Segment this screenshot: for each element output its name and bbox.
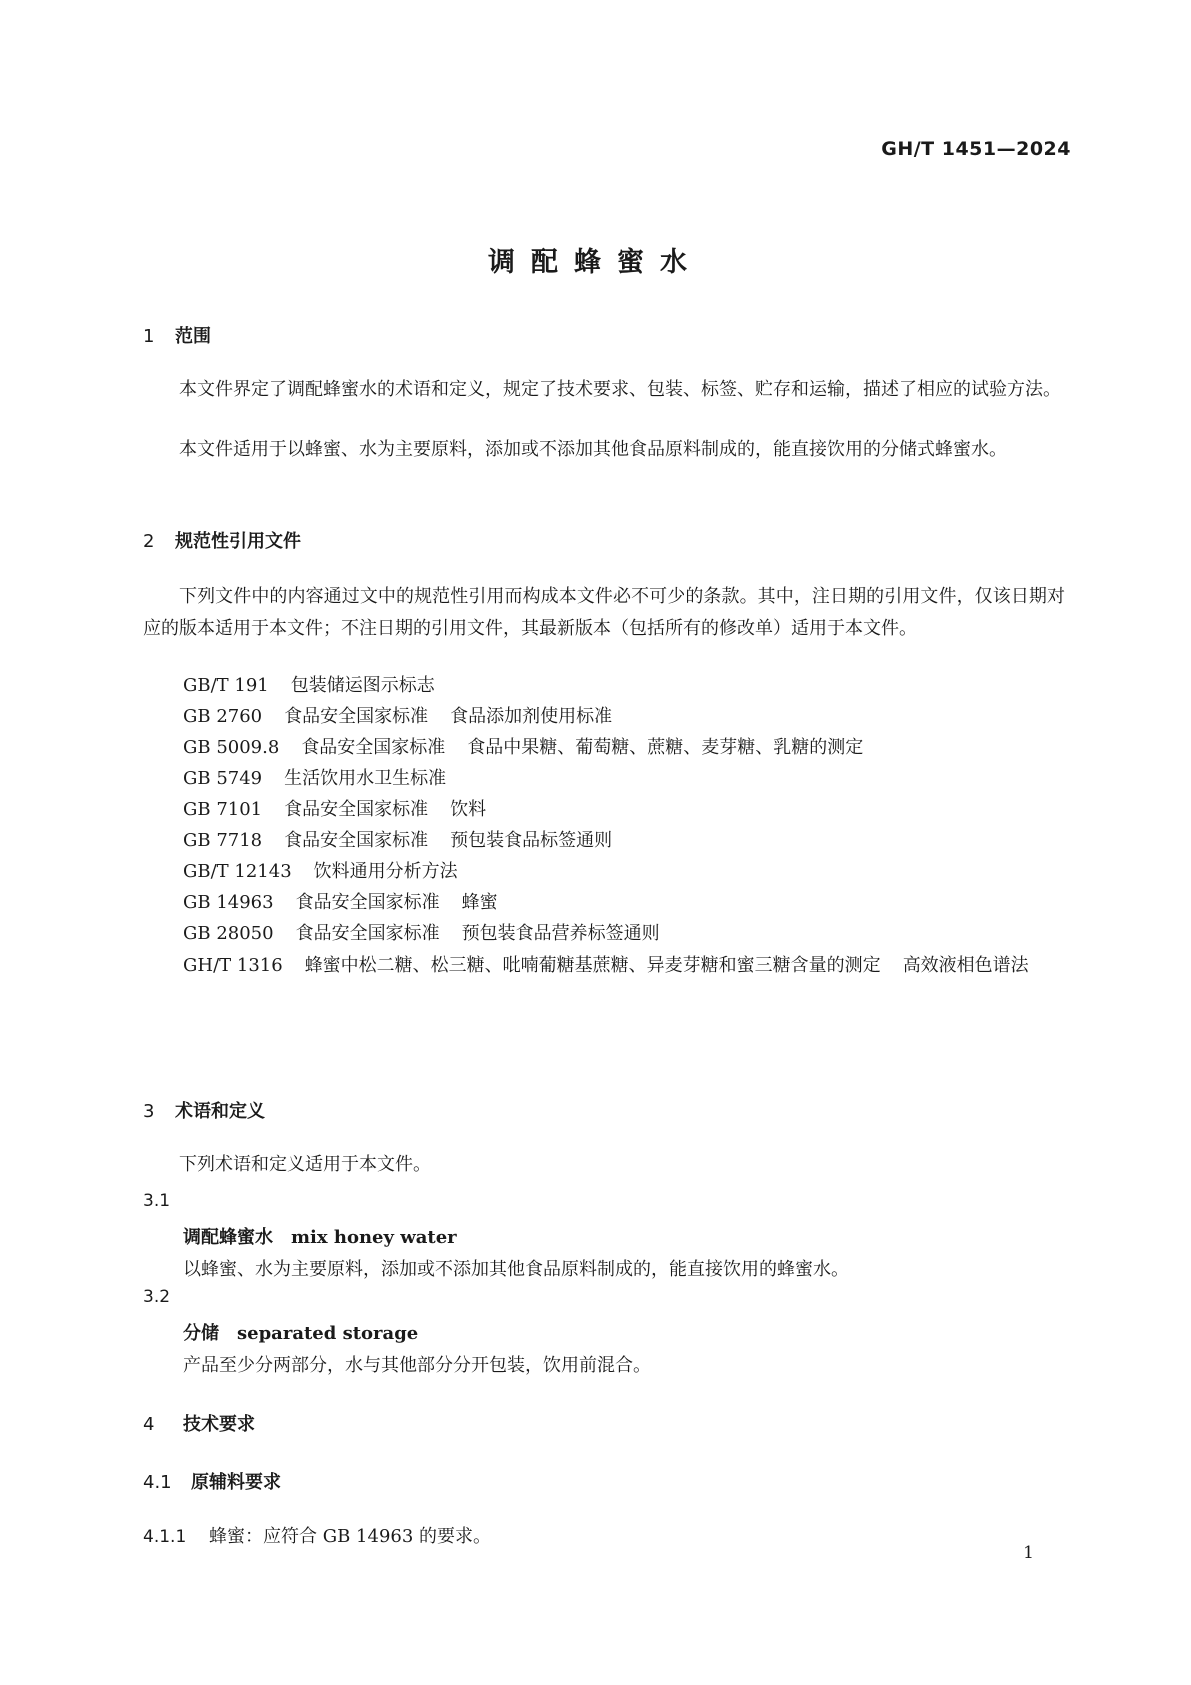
- section-number: 2: [143, 531, 155, 552]
- reference-name: 食品安全国家标准: [284, 706, 429, 727]
- reference-subtitle: 食品添加剂使用标准: [450, 706, 613, 727]
- reference-name: 食品安全国家标准: [284, 830, 429, 851]
- term-number: 3.1: [143, 1191, 171, 1211]
- section-title: 范围: [175, 326, 211, 347]
- reference-code: GB 7718: [183, 830, 263, 851]
- section-title: 技术要求: [183, 1414, 255, 1435]
- reference-code: GB 5749: [183, 768, 263, 789]
- reference-code: GB 7101: [183, 799, 263, 820]
- term-heading: [183, 1223, 457, 1249]
- standard-number: GH/T 1451—2024: [881, 138, 1071, 160]
- paragraph: 下列文件中的内容通过文中的规范性引用而构成本文件必不可少的条款。其中，注日期的引用文件，仅该日期对应的版本适用于本文件；不注日期的引用文件，其最新版本（包括所有的修改单）适用于本文件。: [143, 586, 1065, 639]
- subsection-title: 原辅料要求: [191, 1472, 281, 1493]
- reference-item: [183, 764, 446, 790]
- section-2-heading: [143, 527, 301, 553]
- reference-code: GB 28050: [183, 923, 274, 944]
- reference-name: 食品安全国家标准: [284, 799, 429, 820]
- term-definition: 以蜂蜜、水为主要原料，添加或不添加其他食品原料制成的，能直接饮用的蜂蜜水。: [183, 1259, 849, 1280]
- reference-name: 生活饮用水卫生标准: [284, 768, 447, 789]
- clause: [143, 1522, 491, 1548]
- reference-item: [183, 795, 486, 821]
- reference-name: 蜂蜜中松二糖、松三糖、吡喃葡糖基蔗糖、异麦芽糖和蜜三糖含量的测定: [304, 955, 881, 976]
- reference-item: [183, 888, 498, 914]
- term-definition: 产品至少分两部分，水与其他部分分开包装，饮用前混合。: [183, 1355, 651, 1376]
- section-3-heading: [143, 1097, 265, 1123]
- reference-code: GB 14963: [183, 892, 274, 913]
- section-number: 1: [143, 326, 155, 347]
- reference-subtitle: 蜂蜜: [461, 892, 498, 913]
- subsection-heading: [143, 1468, 281, 1494]
- reference-name: 饮料通用分析方法: [313, 861, 458, 882]
- reference-code: GH/T 1316: [183, 955, 283, 976]
- reference-subtitle: 高效液相色谱法: [902, 955, 1029, 976]
- paragraph: 本文件界定了调配蜂蜜水的术语和定义，规定了技术要求、包装、标签、贮存和运输，描述了相应的试验方法。: [179, 379, 1061, 400]
- section-title: 术语和定义: [175, 1101, 265, 1122]
- reference-item: [143, 950, 1065, 982]
- reference-item: [183, 671, 435, 697]
- reference-name: 包装储运图示标志: [290, 675, 435, 696]
- term-en: mix honey water: [291, 1227, 457, 1248]
- clause-number: 4.1.1: [143, 1527, 187, 1547]
- term-zh: 分储: [183, 1323, 219, 1344]
- section-title: 规范性引用文件: [175, 531, 301, 552]
- reference-name: 食品安全国家标准: [301, 737, 446, 758]
- reference-name: 食品安全国家标准: [295, 923, 440, 944]
- reference-item: [183, 702, 612, 728]
- section-1-heading: [143, 322, 211, 348]
- section-number: 4: [143, 1414, 155, 1435]
- section-number: 3: [143, 1101, 155, 1122]
- reference-code: GB 5009.8: [183, 737, 280, 758]
- paragraph: 本文件适用于以蜂蜜、水为主要原料，添加或不添加其他食品原料制成的，能直接饮用的分储式蜂蜜水。: [179, 439, 1007, 460]
- reference-code: GB 2760: [183, 706, 263, 727]
- reference-code: GB/T 191: [183, 675, 269, 696]
- term-heading: [183, 1319, 418, 1345]
- subsection-number: 4.1: [143, 1472, 172, 1493]
- clause-text: 蜂蜜：应符合 GB 14963 的要求。: [209, 1526, 492, 1547]
- page-number: 1: [1023, 1543, 1034, 1563]
- reference-item: [183, 826, 612, 852]
- reference-item: [183, 919, 660, 945]
- section-4-heading: [143, 1410, 255, 1436]
- term-zh: 调配蜂蜜水: [183, 1227, 273, 1248]
- reference-code: GB/T 12143: [183, 861, 292, 882]
- reference-item: [183, 857, 458, 883]
- paragraph: 下列术语和定义适用于本文件。: [179, 1154, 431, 1175]
- reference-item: [183, 733, 863, 759]
- reference-subtitle: 预包装食品标签通则: [450, 830, 613, 851]
- document-title: 调配蜂蜜水: [488, 247, 703, 278]
- reference-subtitle: 饮料: [450, 799, 487, 820]
- term-en: separated storage: [237, 1323, 419, 1344]
- term-number: 3.2: [143, 1287, 171, 1307]
- reference-name: 食品安全国家标准: [295, 892, 440, 913]
- reference-subtitle: 预包装食品营养标签通则: [461, 923, 660, 944]
- reference-subtitle: 食品中果糖、葡萄糖、蔗糖、麦芽糖、乳糖的测定: [467, 737, 864, 758]
